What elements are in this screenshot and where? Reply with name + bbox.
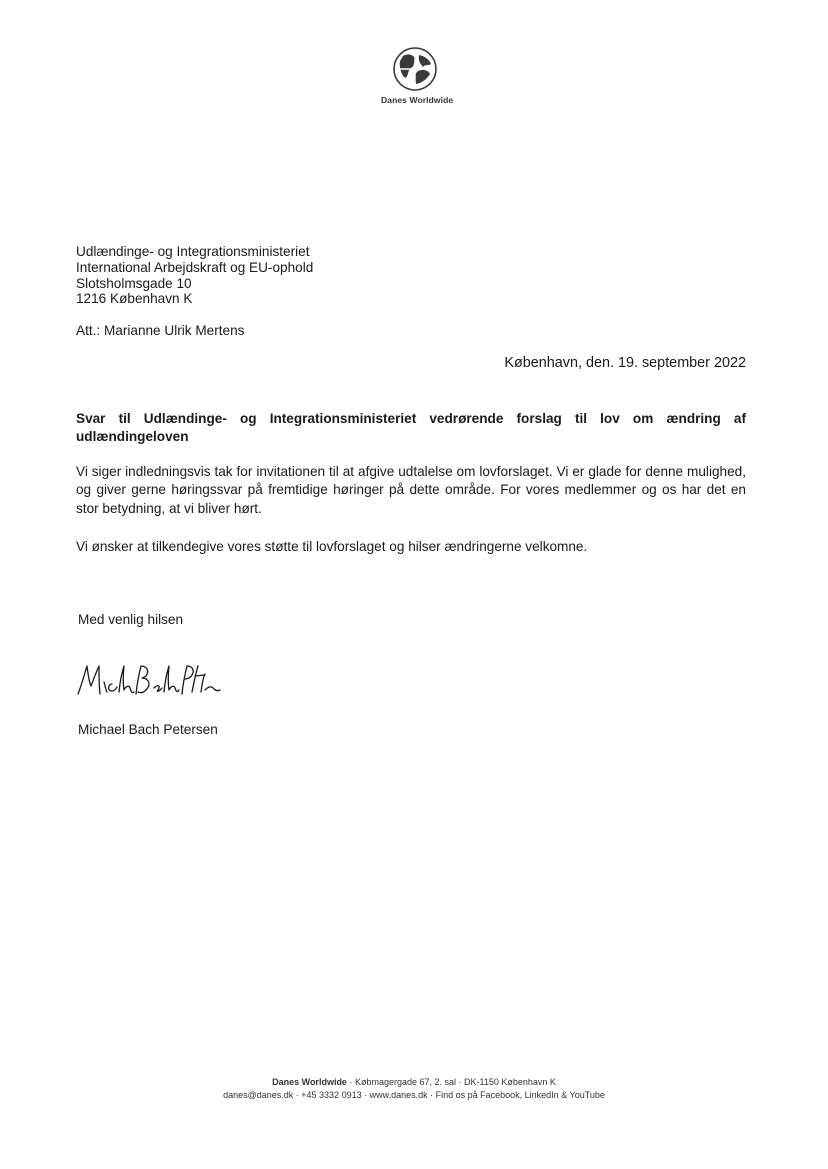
handwritten-signature	[74, 656, 224, 707]
recipient-line: 1216 København K	[76, 291, 193, 307]
letter-date: København, den. 19. september 2022	[504, 355, 746, 371]
organization-logo	[381, 46, 454, 105]
signer-name: Michael Bach Petersen	[78, 722, 218, 737]
footer-address: · Købmagergade 67, 2. sal · DK-1150 København K	[346, 1077, 556, 1087]
body-paragraph: Vi siger indledningsvis tak for invitationen til at afgive udtalelse om lovforslaget. Vi er glade for denne mulighed, og giver gerne høringssvar på fremtidige høringer på dette område. For vores medlemmer og os har det en stor betydning, at vi bliver hørt.	[76, 464, 746, 516]
recipient-line: International Arbejdskraft og EU-ophold	[76, 259, 314, 275]
closing-salutation: Med venlig hilsen	[78, 612, 184, 627]
recipient-address	[76, 244, 313, 307]
footer-org-name: Danes Worldwide	[272, 1077, 347, 1087]
recipient-line: Slotsholmsgade 10	[76, 275, 192, 291]
footer-address-line	[0, 1076, 828, 1089]
footer-contact-line: danes@danes.dk · +45 3332 0913 · www.danes.dk · Find os på Facebook, LinkedIn & YouTube	[223, 1089, 605, 1100]
globe-icon	[392, 46, 438, 92]
logo-name: Danes Worldwide	[381, 95, 454, 105]
body-paragraph: Vi ønsker at tilkendegive vores støtte til lovforslaget og hilser ændringerne velkomne.	[76, 539, 588, 554]
letter-subject: Svar til Udlændinge- og Integrationsministeriet vedrørende forslag til lov om ændring af udlændingeloven	[76, 411, 746, 444]
recipient-line: Udlændinge- og Integrationsministeriet	[76, 244, 310, 259]
attention-line: Att.: Marianne Ulrik Mertens	[76, 323, 245, 338]
letter-footer	[0, 1076, 828, 1101]
